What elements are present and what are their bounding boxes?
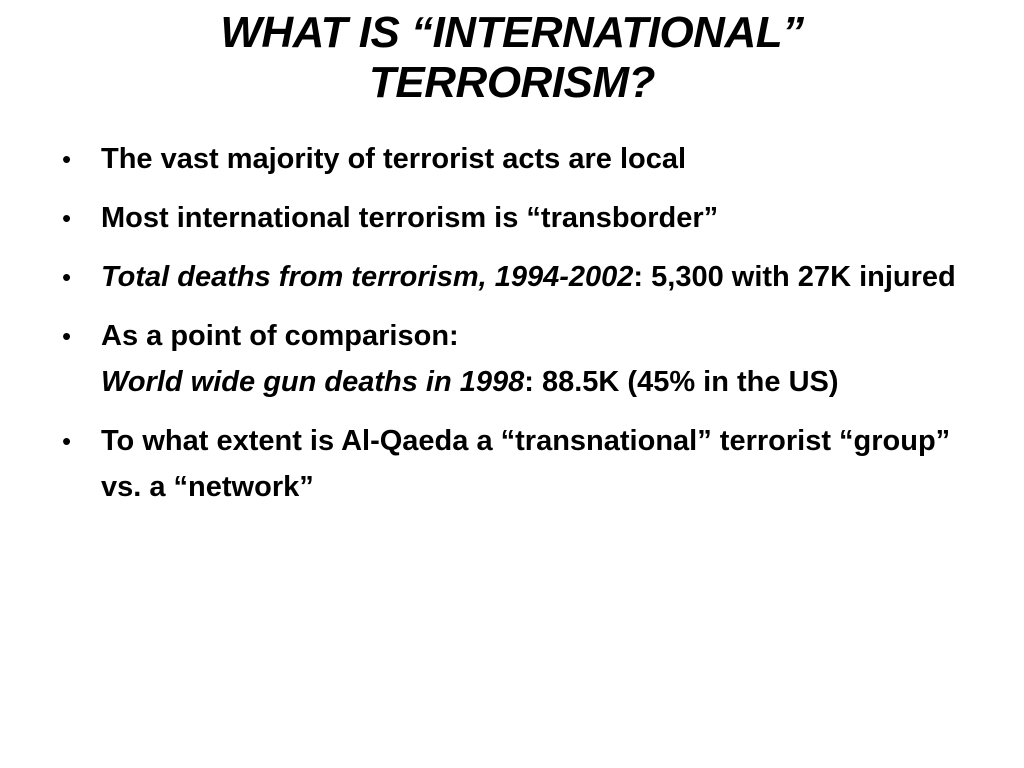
bullet-plain-text: : 5,300 with 27K injured xyxy=(633,261,956,293)
bullet-item-al-qaeda xyxy=(60,418,960,510)
bullet-list xyxy=(60,136,960,523)
bullet-plain-text: : 88.5K (45% in the US) xyxy=(524,366,839,398)
bullet-text: The vast majority of terrorist acts are local xyxy=(101,143,687,175)
bullet-dot-icon: • xyxy=(62,203,72,233)
bullet-item-transborder xyxy=(60,195,960,241)
bullet-dot-icon: • xyxy=(62,262,72,292)
bullet-second-line xyxy=(101,359,960,405)
slide-title-line-1: WHAT IS “INTERNATIONAL” xyxy=(220,8,804,57)
bullet-first-line: As a point of comparison: xyxy=(101,320,459,352)
bullet-dot-icon: • xyxy=(62,426,72,456)
slide-title-line-2: TERRORISM? xyxy=(369,58,655,107)
bullet-dot-icon: • xyxy=(62,321,72,351)
bullet-italic-text: Total deaths from terrorism, 1994-2002 xyxy=(101,261,634,293)
bullet-item-comparison xyxy=(60,313,960,405)
bullet-text: Most international terrorism is “transborder” xyxy=(101,202,719,234)
bullet-item-total-deaths xyxy=(60,254,960,300)
bullet-text xyxy=(101,313,960,405)
bullet-text: To what extent is Al-Qaeda a “transnational” terrorist “group” vs. a “network” xyxy=(101,425,951,503)
slide-title xyxy=(60,8,964,108)
bullet-dot-icon: • xyxy=(62,144,72,174)
bullet-text xyxy=(101,261,956,293)
bullet-item-local-acts xyxy=(60,136,960,182)
bullet-italic-text: World wide gun deaths in 1998 xyxy=(101,366,525,398)
